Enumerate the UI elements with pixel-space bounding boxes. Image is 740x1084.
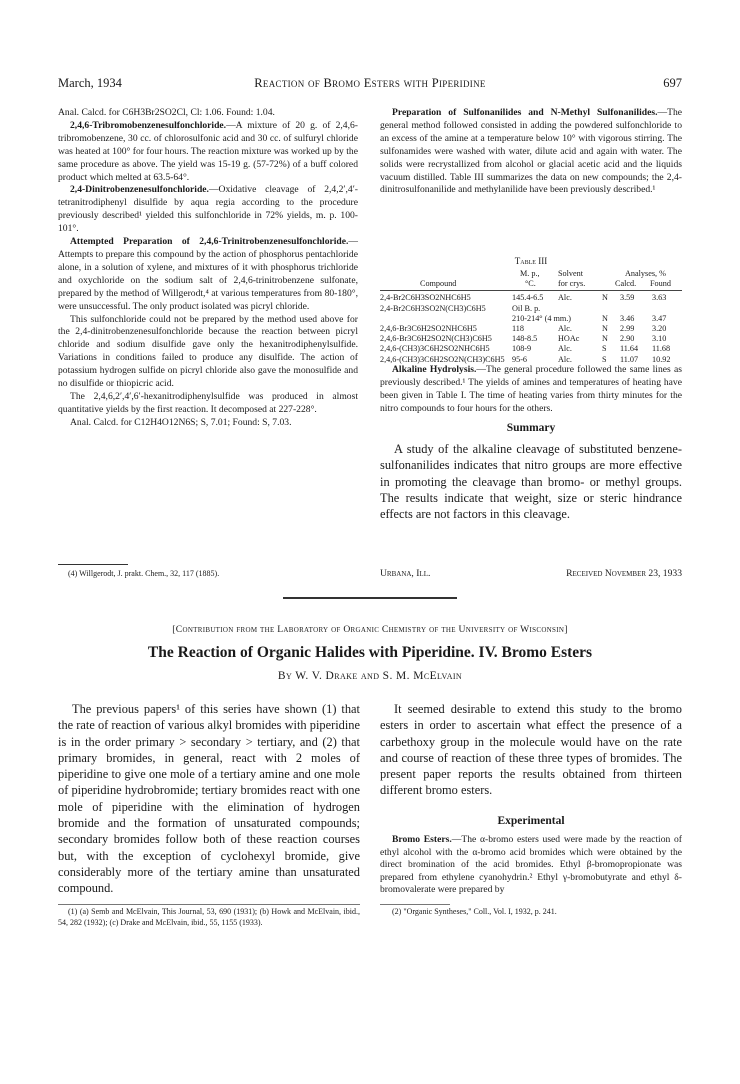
table-cell: Alc. <box>558 323 572 333</box>
tribromo-heading: 2,4,6-Tribromobenzenesulfonchloride. <box>70 119 227 131</box>
table-cell: 95-6 <box>512 354 528 364</box>
article-title: The Reaction of Organic Halides with Piperidine. IV. Bromo Esters <box>147 644 593 661</box>
table-head-compound: Compound <box>420 279 457 289</box>
table-body <box>380 293 682 364</box>
table-cell: 2,4-Br2C6H3SO2N(CH3)C6H5 <box>380 303 486 313</box>
dinitro-paragraph <box>58 184 358 236</box>
tribromo-paragraph <box>58 120 358 185</box>
sulfonchloride-paragraph: This sulfonchloride could not be prepared by the method used above for the 2,4-dinitrobenzenesulfonchloride because the reaction between picryl chloride and sodium disulfide gave only the hexanitrodiphenylsulfide. Variations in conditions failed to produce any disulfide. The action of potassium hydrogen sulfide on picryl chloride also gave the monosulfide and no disulfide or thiopicric acid. <box>58 313 358 390</box>
hydrolysis-heading: Alkaline Hydrolysis. <box>392 364 477 375</box>
hydrolysis-body: —The general procedure followed the same lines as previously described.¹ The yields of amines and temperatures of heating have been given in Table I. The time of heating varies from thirty minutes for the nitro compounds to four hours for the others. <box>380 364 682 414</box>
table-cell: 2,4,6-(CH3)3C6H2SO2N(CH3)C6H5 <box>380 354 505 364</box>
table-cell: 108-9 <box>512 344 532 354</box>
table-cell: 3.10 <box>652 334 667 344</box>
intro-left-paragraph: The previous papers¹ of this series have shown (1) that the rate of reaction of various alkyl bromides with piperidine is in the order primary > secondary > tertiary, and (2) that primary bromides, in general, react with 2 moles of piperidine to give one mole of a tertiary amine and one mole of piperidine hydrobromide; tertiary bromides react with one mole of piperidine with the elimination of hydrogen bromide and the formation of unsaturated compounds; secondary bromides follow both of these reaction courses but, with the exception of cyclohexyl bromide, give considerably more of the tertiary amine than unsaturated compound. <box>58 702 360 896</box>
trinitro-heading: Attempted Preparation of 2,4,6-Trinitrobenzenesulfonchloride. <box>70 236 349 248</box>
intro-right-footnote-rule <box>380 904 450 905</box>
summary-paragraph: A study of the alkaline cleavage of substituted benzene-sulfonanilides indicates that nitro groups are more effective in promoting the cleavage than bromo- or methyl groups. The results indicate that weight, size or steric hindrance effects are not factors in this cleavage. <box>380 442 682 522</box>
table-cell: S <box>602 354 607 364</box>
table-row <box>380 324 682 334</box>
left-footnote-willgerodt: (4) Willgerodt, J. prakt. Chem., 32, 117 (1885). <box>68 569 220 578</box>
table-cell: 10.92 <box>652 354 671 364</box>
table-row <box>380 304 682 314</box>
table-head-row-1 <box>380 269 682 279</box>
article-divider <box>283 597 457 599</box>
left-top-column <box>58 107 358 430</box>
table-cell: 2,4,6-Br3C6H2SO2N(CH3)C6H5 <box>380 334 492 344</box>
tribromo-body: —A mixture of 20 g. of 2,4,6-tribromobenzene, 30 cc. of chlorosulfonic acid and 30 cc. of sulfuryl chloride was heated at 100° for four hours. The reaction mixture was worked up by the same procedure as above. The yield was 15-19 g. (57-72%) of a buff colored product which melted at 63.5-64°. <box>58 119 358 183</box>
table-cell: 2,4,6-(CH3)3C6H2SO2NHC6H5 <box>380 344 490 354</box>
table-cell: 2.99 <box>620 323 635 333</box>
bromo-esters-column <box>380 834 682 897</box>
intro-right-footnote: (2) "Organic Syntheses," Coll., Vol. I, 1932, p. 241. <box>392 907 557 916</box>
contribution-line: [Contribution from the Laboratory of Organic Chemistry of the University of Wisconsin] <box>172 624 568 635</box>
sulfonanilides-body: —The general method followed consisted in adding the powdered sulfonchloride to an excess of the amine at a temperature below 10° with vigorous stirring. The sulfonamides were washed with water, dilute acid and again with water. The solids were recrystallized from alcohol or glacial acetic acid and the liquids vacuum distilled. Table III summarizes the data on new compounds; the 2,4-dinitrosulfonanilide and methylanilide have been previously described.¹ <box>380 107 682 196</box>
running-header <box>58 76 682 94</box>
header-date: March, 1934 <box>58 76 122 90</box>
intro-left-footnote: (1) (a) Semb and McElvain, This Journal, 53, 690 (1931); (b) Howk and McElvain, ibid., 54, 282 (1932); (c) Drake and McElvain, ibid., 55, 1155 (1933). <box>58 907 360 927</box>
signoff <box>380 568 682 579</box>
table-cell: N <box>602 293 608 303</box>
trinitro-paragraph <box>58 236 358 313</box>
place: Urbana, Ill. <box>380 568 431 579</box>
table-title: Table III <box>514 256 548 266</box>
table-cell: 118 <box>512 323 524 333</box>
table-head-found: Found <box>650 279 671 289</box>
table-cell: 2,4,6-Br3C6H2SO2NHC6H5 <box>380 323 477 333</box>
table-cell: S <box>602 344 607 354</box>
table-cell: N <box>602 323 608 333</box>
dinitro-heading: 2,4-Dinitrobenzenesulfonchloride. <box>70 184 209 196</box>
table-cell: Alc. <box>558 293 572 303</box>
table-cell: N <box>602 313 608 323</box>
table-cell: 3.46 <box>620 313 635 323</box>
table-cell: 3.63 <box>652 293 667 303</box>
table-cell: 3.59 <box>620 293 635 303</box>
table-cell: 148-8.5 <box>512 334 538 344</box>
table-cell: 3.20 <box>652 323 667 333</box>
anal-paragraph-2: Anal. Calcd. for C12H4O12N6S; S, 7.01; Found: S, 7.03. <box>70 416 292 428</box>
table-head-mp: M. p., <box>520 269 540 278</box>
table-cell: 3.47 <box>652 313 667 323</box>
article-byline: By W. V. Drake and S. M. McElvain <box>277 670 463 682</box>
table-cell: 11.68 <box>652 344 671 354</box>
header-page-number: 697 <box>663 76 682 90</box>
table-cell: HOAc <box>558 334 580 344</box>
table-cell: 2,4-Br2C6H3SO2NHC6H5 <box>380 293 471 303</box>
bromo-esters-paragraph <box>380 834 682 897</box>
right-top-column <box>380 107 682 197</box>
table-cell: 11.64 <box>620 344 639 354</box>
table-head-forcrys: for crys. <box>558 279 586 289</box>
experimental-heading: Experimental <box>497 815 565 827</box>
table-iii <box>380 256 682 365</box>
hydrolysis-paragraph <box>380 364 682 416</box>
table-head-rule <box>380 290 682 291</box>
table-row <box>380 314 682 324</box>
dinitro-body: —Oxidative cleavage of 2,4,2′,4′-tetranitrodiphenyl disulfide by aqua regia according to the procedure previously described¹ yielded this sulfonchloride in 72% yields, m. p. 100-101°. <box>58 184 358 235</box>
sulfonanilides-heading: Preparation of Sulfonanilides and N-Methyl Sulfonanilides. <box>392 107 658 118</box>
anal-paragraph-1: Anal. Calcd. for C6H3Br2SO2Cl, Cl: 1.06. Found: 1.04. <box>58 107 275 118</box>
table-cell: Alc. <box>558 354 572 364</box>
table-cell: 210-214° (4 mm.) <box>512 313 571 323</box>
table-cell: 2.90 <box>620 334 635 344</box>
table-row <box>380 293 682 303</box>
trinitro-body: —Attempts to prepare this compound by the action of phosphorus pentachloride alone, in a solution of xylene, and mixtures of it with phosphorus trichloride and oxychloride on the sodium salt of 2,4,6-trinitrobenzene sulfonate, prepared by the method of Willgerodt,⁴ at various temperatures from 80-180°, were unsuccessful. The only product isolated was picryl chloride. <box>58 236 358 312</box>
bromo-esters-body: —The α-bromo esters used were made by the reaction of ethyl alcohol with the α-bromo acid bromides which were obtained by the direct bromination of the acid bromides. Ethyl β-bromopropionate was prepared from ethylene cyanohydrin.² Ethyl γ-bromobutyrate and ethyl δ-bromovalerate were prepared by <box>380 834 682 896</box>
left-footnote-rule <box>58 564 128 565</box>
table-head-analyses: Analyses, % <box>625 269 666 278</box>
table-cell: N <box>602 334 608 344</box>
table-row <box>380 344 682 354</box>
right-top-column-lower <box>380 364 682 416</box>
hexanitro-paragraph: The 2,4,6,2′,4′,6′-hexanitrodiphenylsulfide was produced in almost quantitative yields by the first reaction. It decomposed at 227-228°. <box>58 390 358 415</box>
summary-heading: Summary <box>506 422 556 434</box>
table-head-calcd: Calcd. <box>615 279 637 289</box>
table-cell: Alc. <box>558 344 572 354</box>
sulfonanilides-paragraph <box>380 107 682 197</box>
table-row <box>380 334 682 344</box>
bromo-esters-heading: Bromo Esters. <box>392 834 452 845</box>
header-running-title: Reaction of Bromo Esters with Piperidine <box>254 76 486 90</box>
table-cell: 145.4-6.5 <box>512 293 544 303</box>
table-head-deg: °C. <box>525 279 536 289</box>
table-cell: Oil B. p. <box>512 303 541 313</box>
table-head-solvent: Solvent <box>558 269 584 278</box>
table-head-row-2 <box>380 279 682 289</box>
table-cell: 11.07 <box>620 354 639 364</box>
received-date: Received November 23, 1933 <box>566 568 682 579</box>
intro-left-footnote-rule <box>58 904 360 905</box>
intro-right-paragraph: It seemed desirable to extend this study to the bromo esters in order to ascertain what effect the presence of a carbethoxy group in the molecule would have on the rate and course of reaction of these three types of bromides. The present paper reports the results obtained from thirteen different bromo esters. <box>380 702 682 798</box>
